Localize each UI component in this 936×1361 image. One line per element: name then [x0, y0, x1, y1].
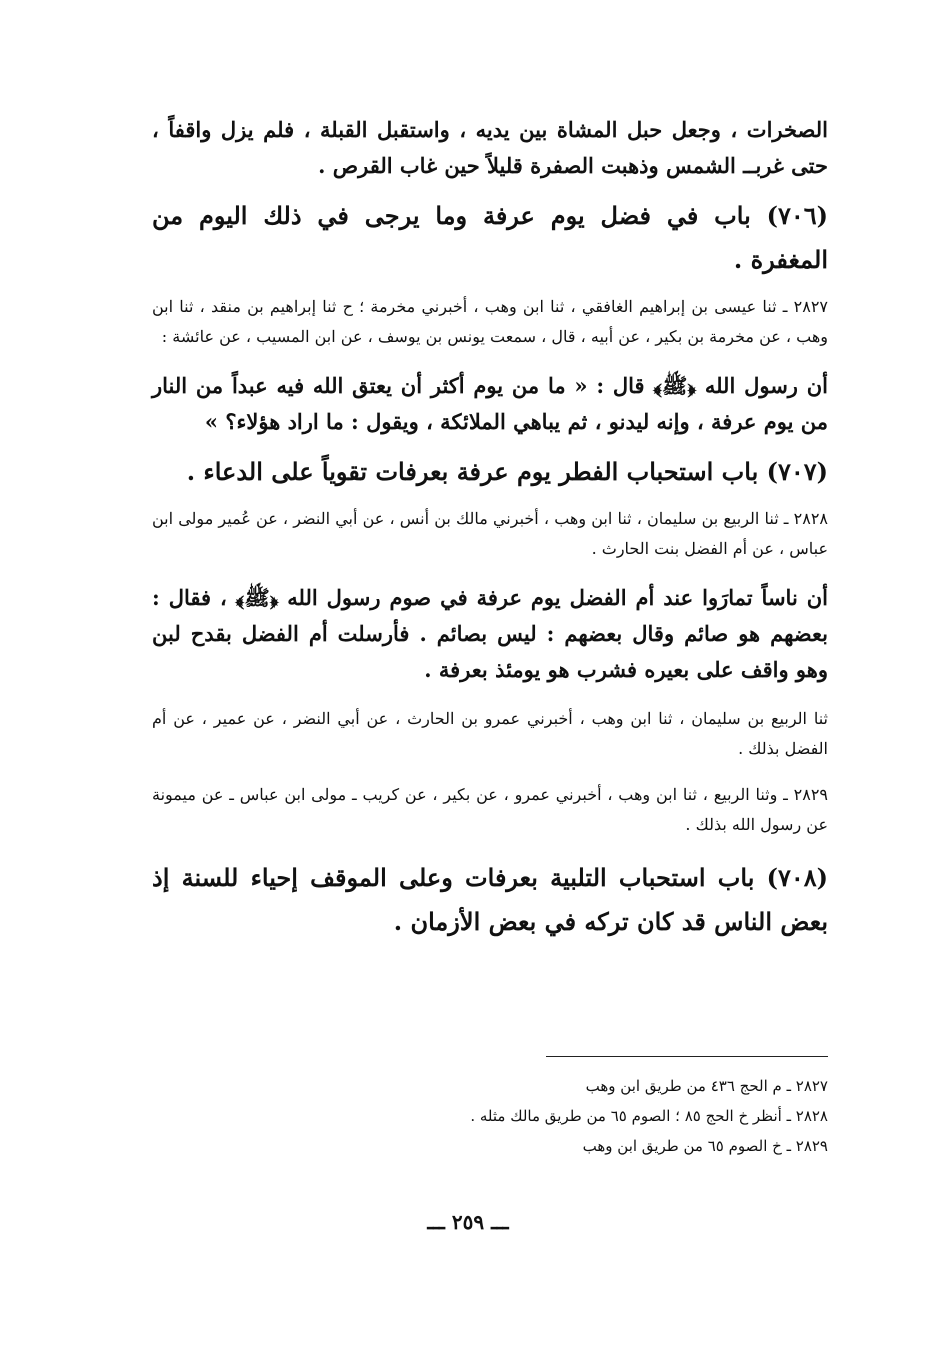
footnote-2829: ٢٨٢٩ ـ خ الصوم ٦٥ من طريق ابن وهب — [582, 1137, 828, 1155]
footnotes — [152, 1056, 828, 1161]
chapter-heading-706: (٧٠٦) باب في فضل يوم عرفة وما يرجى في ذلك اليوم من المغفرة . — [152, 201, 828, 274]
footnote-2828: ٢٨٢٨ ـ أنظر خ الحج ٨٥ ؛ الصوم ٦٥ من طريق مالك مثله . — [470, 1107, 828, 1125]
chapter-heading-707: (٧٠٧) باب استحباب الفطر يوم عرفة بعرفات تقوياً على الدعاء . — [186, 457, 828, 486]
page-number: ـــ ٢٥٩ ـــ — [427, 1210, 509, 1234]
chapter-heading-708: (٧٠٨) باب استحباب التلبية بعرفات وعلى الموقف إحياء للسنة إذ بعض الناس قد كان تركه في بعض الأزمان . — [152, 863, 828, 936]
isnad-2828-alternate: ثنا الربيع بن سليمان ، ثنا ابن وهب ، أخبرني عمرو بن الحارث ، عن أبي النضر ، عن عمير ، عن أم الفضل بذلك . — [152, 709, 829, 758]
footnote-2827: ٢٨٢٧ ـ م الحج ٤٣٦ من طريق ابن وهب — [585, 1077, 828, 1095]
isnad-2829: ٢٨٢٩ ـ وثنا الربيع ، ثنا ابن وهب ، أخبرني عمرو ، عن بكير ، عن كريب ـ مولى ابن عباس ـ عن ميمونة عن رسول الله بذلك . — [152, 785, 828, 834]
isnad-2827: ٢٨٢٧ ـ ثنا عيسى بن إبراهيم الغافقي ، ثنا ابن وهب ، أخبرني مخرمة ؛ ح ثنا إبراهيم بن منقد ، ثنا ابن وهب ، عن مخرمة بن بكير ، عن أبيه ، قال ، سمعت يونس بن يوسف ، عن ابن المسيب ، عن عائشة : — [152, 297, 828, 346]
hadith-2827-text: أن رسول الله ﴿ﷺ﴾ قال : « ما من يوم أكثر أن يعتق الله فيه عبداً من النار من يوم عرفة ، وإنه ليدنو ، ثم يباهي الملائكة ، ويقول : ما اراد هؤلاء؟ » — [152, 373, 828, 434]
page-body — [152, 112, 828, 944]
isnad-2828: ٢٨٢٨ ـ ثنا الربيع بن سليمان ، ثنا ابن وهب ، أخبرني مالك بن أنس ، عن أبي النضر ، عن عُمير مولى ابن عباس ، عن أم الفضل بنت الحارث . — [152, 509, 829, 558]
hadith-2828-text: أن ناساً تمارَوا عند أم الفضل يوم عرفة في صوم رسول الله ﴿ﷺ﴾ ، فقال : بعضهم هو صائم وقال بعضهم : ليس بصائم . فأرسلت أم الفضل بقدح لبن وهو واقف على بعيره فشرب هو يومئذ بعرفة . — [152, 585, 828, 682]
footnote-divider — [546, 1056, 828, 1057]
hadith-continuation-text: الصخرات ، وجعل حبل المشاة بين يديه ، واستقبل القبلة ، فلم يزل واقفاً ، حتى غربــ الشمس وذهبت الصفرة قليلاً حين غاب القرص . — [152, 117, 828, 178]
